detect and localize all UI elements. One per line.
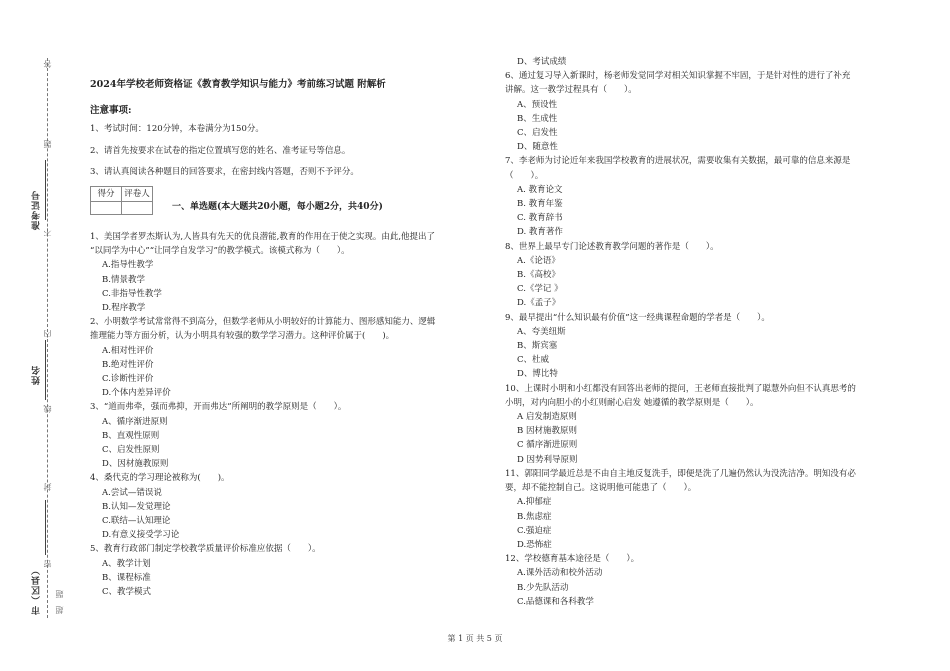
answer-option: B.少先队活动 xyxy=(517,582,569,593)
answer-option: D 因势利导原则 xyxy=(517,454,578,465)
section-title: 一、单选题(本大题共20小题，每小题2分，共40分) xyxy=(172,202,383,213)
candidate-id-label: 准考证号 xyxy=(32,190,42,230)
answer-option: A. 教育论文 xyxy=(517,184,563,195)
question-list xyxy=(90,230,490,599)
answer-option: C、杜威 xyxy=(517,355,550,366)
answer-option: C.品德课和各科教学 xyxy=(517,596,594,607)
question-text: 9、最早提出“什么知识最有价值”这一经典课程命题的学者是（ ）。 xyxy=(505,312,770,323)
question-text: 10、上课时小明和小红都没有回答出老师的提问，王老师直接批判了聪慧外向但不认真思考的 xyxy=(505,383,856,394)
answer-option: A.指导性教学 xyxy=(102,260,154,271)
answer-option: D.程序教学 xyxy=(102,303,146,314)
binding-margin xyxy=(0,0,80,671)
answer-option: A、教学计划 xyxy=(102,558,151,569)
answer-option: A.相对性评价 xyxy=(102,345,154,356)
answer-option: B.《高校》 xyxy=(517,270,560,281)
answer-option: A、循序渐进原则 xyxy=(102,416,168,427)
score-table xyxy=(90,186,153,215)
reviewer-cell xyxy=(122,202,153,215)
seal-glyph: 密 xyxy=(43,560,52,568)
seal-glyph: 不 xyxy=(43,228,52,236)
answer-option: B、课程标准 xyxy=(102,572,151,583)
answer-option: A.《论语》 xyxy=(517,255,560,266)
question-text: 3、“道而弗牵，强而弗抑，开而弗达”所阐明的教学原则是（ ）。 xyxy=(90,402,347,413)
question-text: 2、小明数学考试常常得不到高分，但数学老师从小明较好的计算能力、图形感知能力、逻辑 xyxy=(90,317,436,328)
answer-option: A 启发制造原则 xyxy=(517,412,577,423)
answer-option: D.有意义接受学习论 xyxy=(102,530,180,541)
answer-option: D、考试成绩 xyxy=(517,57,567,67)
answer-option: C 循序渐进原则 xyxy=(517,440,578,451)
seal-glyph: 答 xyxy=(43,60,52,68)
answer-option: B 因材施教原则 xyxy=(517,426,577,437)
answer-option: C、启发性原则 xyxy=(102,445,160,456)
answer-option: B.焦虑症 xyxy=(517,511,552,522)
answer-option: B.绝对性评价 xyxy=(102,359,154,370)
question-list xyxy=(505,55,915,609)
answer-option: C.非指导性教学 xyxy=(102,288,162,299)
answer-option: A.尝试—错误说 xyxy=(102,487,162,498)
answer-option: B、斯宾塞 xyxy=(517,341,558,352)
question-text: 8、世界上最早专门论述教育教学问题的著作是（ ）。 xyxy=(505,241,719,252)
answer-option: D.恐怖症 xyxy=(517,539,552,550)
answer-option: D. 教育著作 xyxy=(517,227,563,238)
name-line xyxy=(45,340,46,400)
answer-option: B、直观性原则 xyxy=(102,430,160,441)
answer-option: A、夸美纽斯 xyxy=(517,326,566,337)
notice-heading: 注意事项: xyxy=(90,105,132,117)
answer-option: C.联结—认知理论 xyxy=(102,516,171,527)
question-text: 7、李老师为讨论近年来我国学校教育的进展状况，需要收集有关数据，最可靠的信息来源是 xyxy=(505,156,851,167)
exam-title: 2024年学校老师资格证《教育教学知识与能力》考前练习试题 附解析 xyxy=(90,79,386,90)
question-text: 4、桑代克的学习理论被称为( )。 xyxy=(90,473,230,484)
question-text: 小明，对内向胆小的小红则耐心启发 她遵循的教学原则是（ ）。 xyxy=(505,397,759,408)
answer-option: B.认知—发觉理论 xyxy=(102,501,171,512)
seal-glyph: 题 xyxy=(43,140,52,148)
candidate-id-line xyxy=(45,160,46,220)
seal-glyph: 超 xyxy=(55,606,64,614)
name-label: 姓名 xyxy=(32,365,42,385)
section-header xyxy=(90,186,490,216)
answer-option: B. 教育年鉴 xyxy=(517,199,563,210)
question-text: “以同学为中心”“让同学自发学习”的教学模式。该模式称为（ ）。 xyxy=(90,246,350,257)
question-text: 要，却不能控制自己。这说明他可能患了（ ）。 xyxy=(505,483,697,494)
answer-option: D.个体内差异评价 xyxy=(102,388,171,399)
region-line xyxy=(45,500,46,555)
left-column xyxy=(90,78,490,599)
question-text: 1、美国学者罗杰斯认为,人皆具有先天的优良潜能,教育的作用在于使之实现。由此,他提出了 xyxy=(90,232,436,243)
question-text: 5、教育行政部门制定学校教学质量评价标准应依据（ ）。 xyxy=(90,544,321,555)
notice-item: 2、请首先按要求在试卷的指定位置填写您的姓名、准考证号等信息。 xyxy=(90,145,351,156)
answer-option: D.《孟子》 xyxy=(517,298,561,309)
notice-item: 1、考试时间：120分钟，本卷满分为150分。 xyxy=(90,124,264,135)
answer-option: B.情景教学 xyxy=(102,274,145,285)
answer-option: D、博比特 xyxy=(517,369,558,380)
answer-option: B、生成性 xyxy=(517,113,558,124)
answer-option: D、因材施教原则 xyxy=(102,459,169,470)
right-column xyxy=(505,55,915,609)
answer-option: C.《学记 》 xyxy=(517,284,563,295)
answer-option: D、随意性 xyxy=(517,142,558,153)
question-text: 推理能力等方面分析，认为小明具有较强的数学学习潜力。这种评价属于( )。 xyxy=(90,331,395,342)
reviewer-label: 评卷人 xyxy=(122,187,153,202)
question-text: （ ）。 xyxy=(505,170,544,181)
seal-glyph: 线 xyxy=(43,405,52,413)
question-text: 讲解。这一教学过程具有（ ）。 xyxy=(505,85,637,96)
answer-option: C.诊断性评价 xyxy=(102,374,154,385)
question-text: 6、通过复习导入新课时，杨老师发觉同学对相关知识掌握不牢固，于是针对性的进行了补充 xyxy=(505,71,851,82)
answer-option: C、启发性 xyxy=(517,128,558,139)
notice-item: 3、请认真阅读各种题目的回答要求，在密封线内答题，否则不予评分。 xyxy=(90,166,359,177)
seal-glyph: 题 xyxy=(55,590,64,598)
region-label: 市（区县） xyxy=(32,565,42,615)
notice-list xyxy=(90,122,490,179)
page-footer: 第 1 页 共 5 页 xyxy=(447,634,503,643)
answer-option: A.抑郁症 xyxy=(517,497,552,508)
score-cell xyxy=(91,202,122,215)
question-text: 12、学校德育基本途径是（ ）。 xyxy=(505,554,640,565)
answer-option: C、教学模式 xyxy=(102,587,152,598)
answer-option: A.课外活动和校外活动 xyxy=(517,568,603,579)
answer-option: C.强迫症 xyxy=(517,525,552,536)
question-text: 11、郭阳同学最近总是不由自主地反复洗手，即便是洗了几遍仍然认为没洗洁净。明知没有必 xyxy=(505,468,856,479)
seal-glyph: 内 xyxy=(43,330,52,338)
seal-glyph: 封 xyxy=(43,483,52,491)
score-label: 得分 xyxy=(91,187,122,202)
answer-option: A、预设性 xyxy=(517,99,558,110)
answer-option: C. 教育辞书 xyxy=(517,213,563,224)
